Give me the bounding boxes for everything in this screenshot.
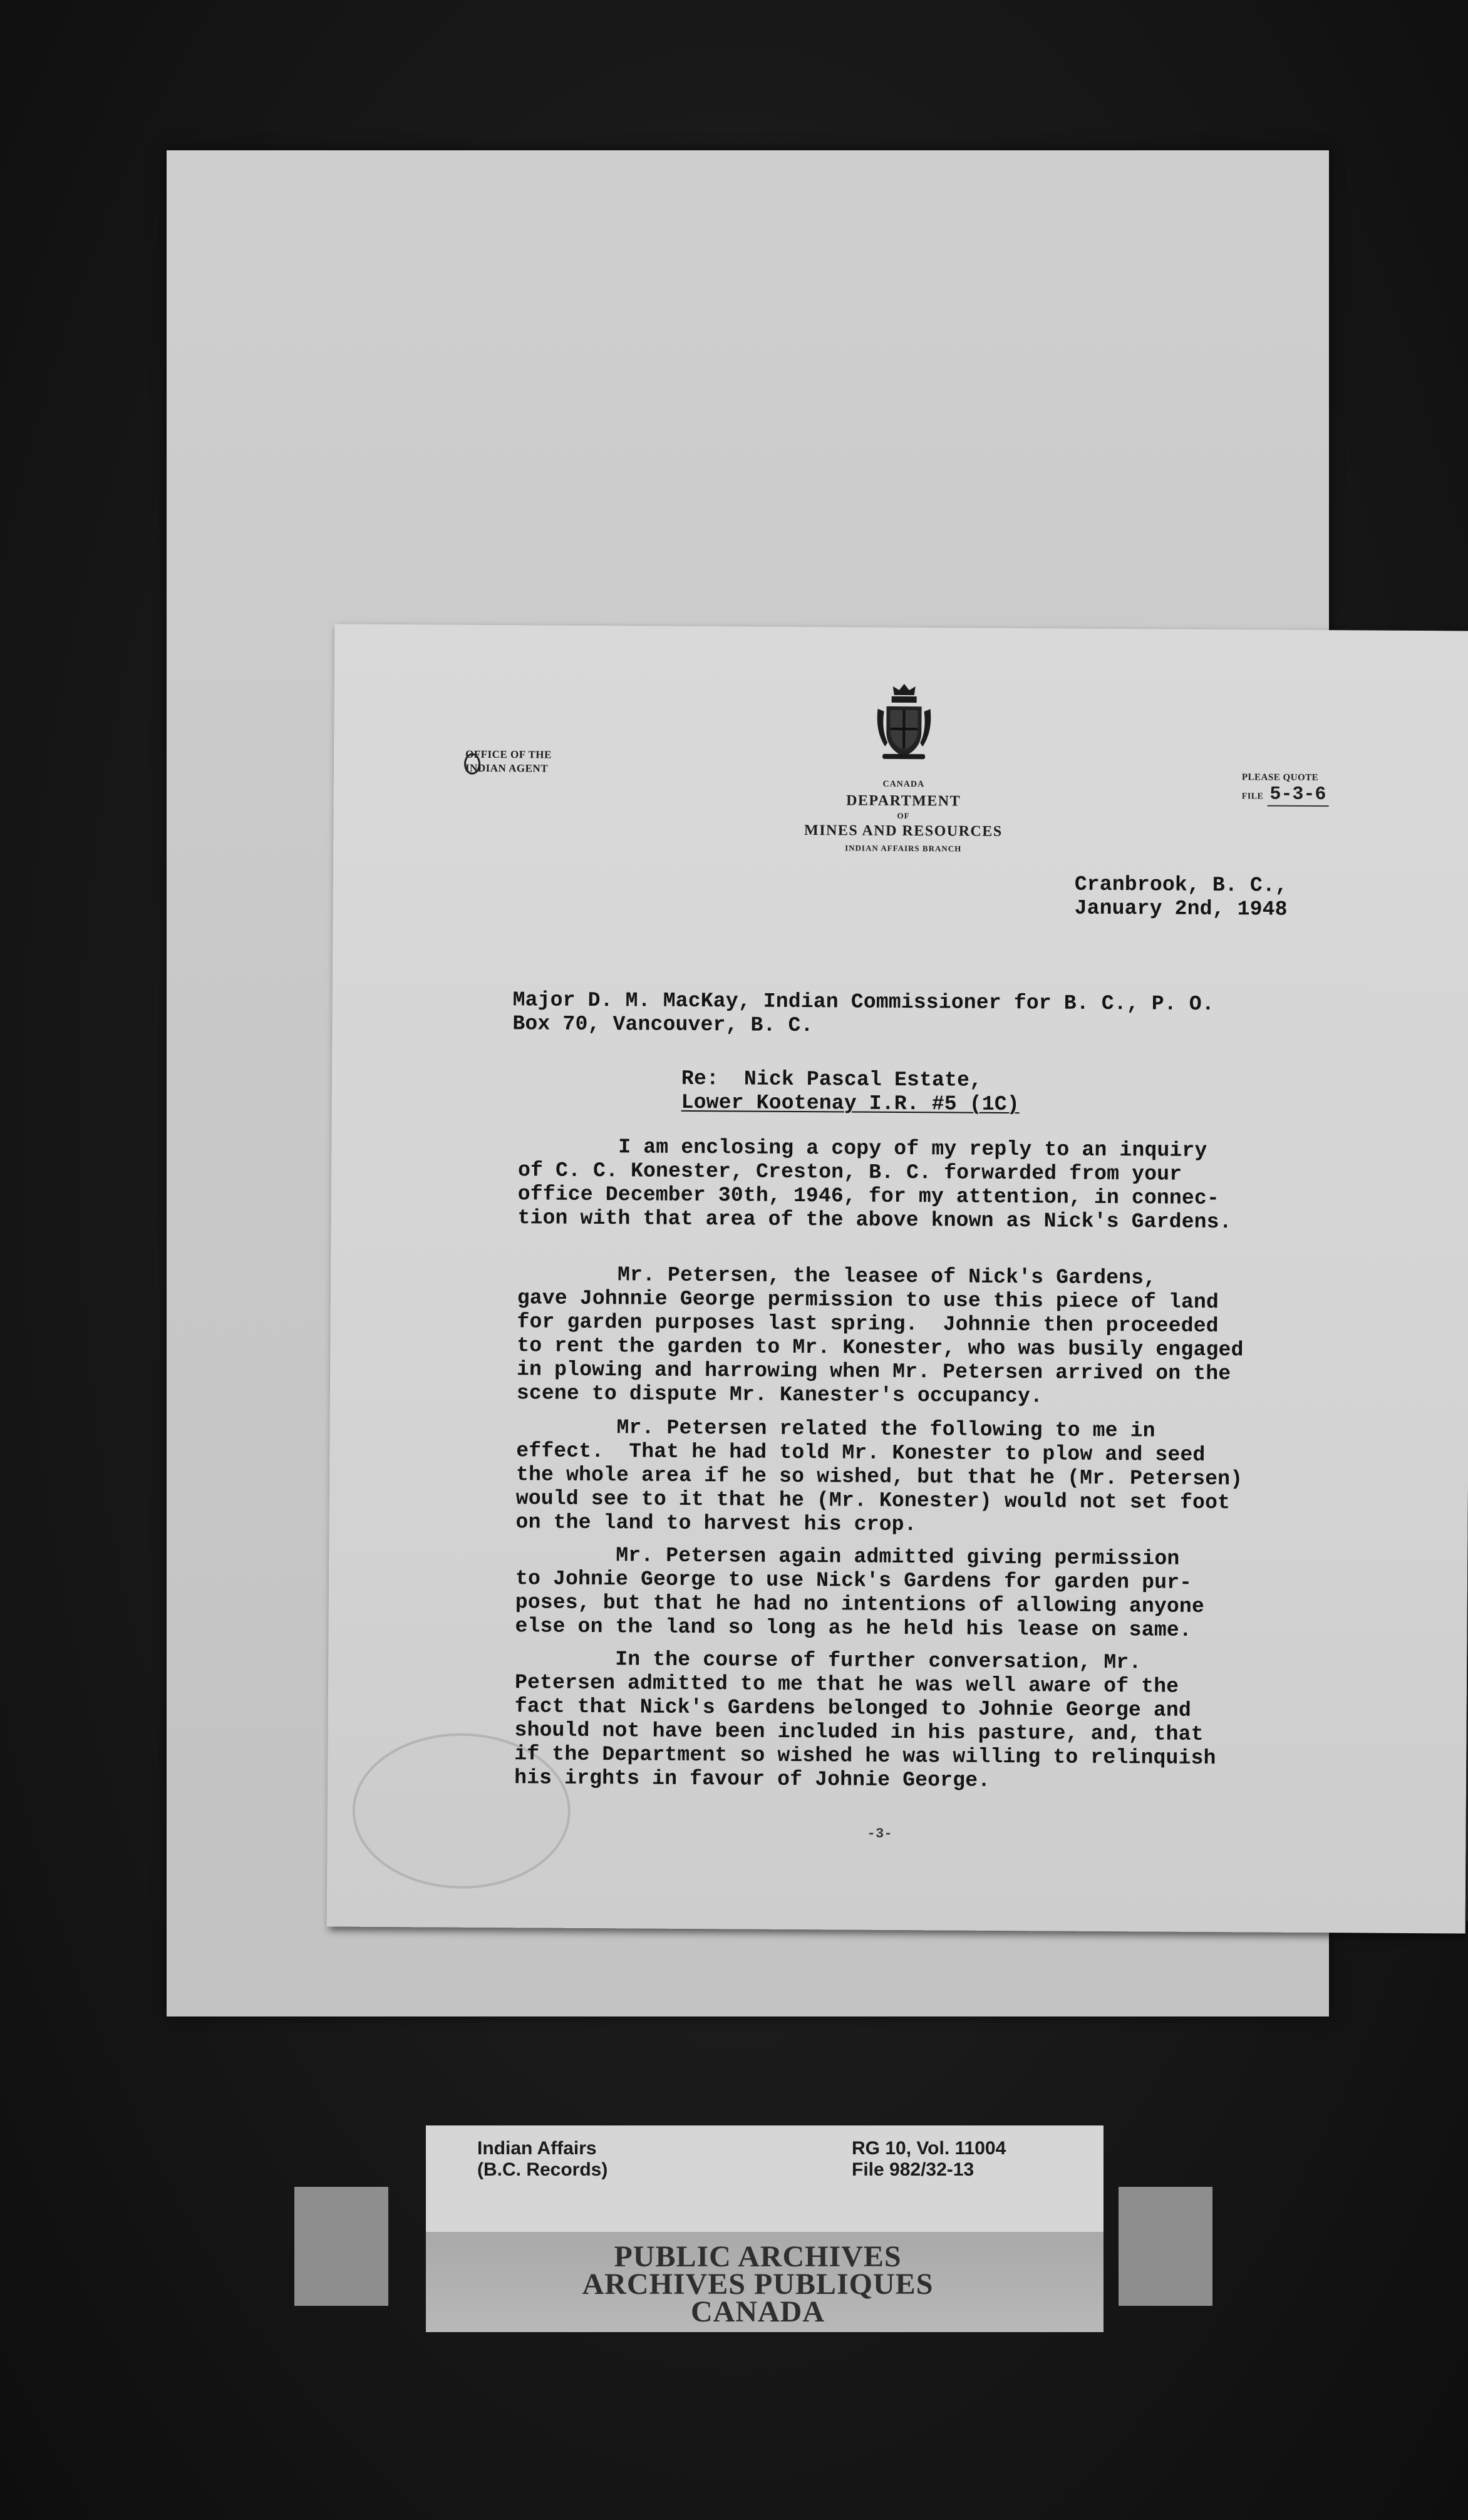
letterhead-department: DEPARTMENT [846,792,961,810]
backing-sheet [167,150,1329,2017]
letterhead-ministry: MINES AND RESOURCES [804,822,1003,840]
letterhead-branch: INDIAN AFFAIRS BRANCH [845,843,962,854]
paragraph: In the course of further conversation, Mr. Petersen admitted to me that he was well aware of the fact that Nick's Gardens belonged to Johnie George and should not have been included in his pasture, and, that if the Department so wished he was willing to relinquish his irghts in favour of Johnie George. [514,1647,1216,1792]
stamp-line-english: PUBLIC ARCHIVES [614,2240,902,2273]
file-number: 5-3-6 [1267,784,1328,807]
stamp-line-country: CANADA [691,2295,825,2328]
public-archives-stamp [539,2240,977,2328]
subject-reserve: Lower Kootenay I.R. #5 (1C) [681,1090,1020,1117]
letterhead [728,777,1079,857]
file-reference [1242,771,1329,807]
stamp-line-french: ARCHIVES PUBLIQUES [582,2268,934,2301]
please-quote-label: PLEASE QUOTE [1241,772,1319,783]
addressee: Major D. M. MacKay, Indian Commissioner for B. C., P. O. Box 70, Vancouver, B. C. [512,988,1214,1038]
letter-page [327,624,1468,1933]
coat-of-arms-icon [874,681,934,763]
place-and-date: Cranbrook, B. C., January 2nd, 1948 [1074,872,1288,921]
paragraph: Mr. Petersen related the following to me in effect. That he had told Mr. Konester to plow and seed the whole area if he so wished, but that he (Mr. Petersen) would see to it that he (Mr. Konester) would not set foot on the land to harvest his crop. [515,1415,1243,1537]
paragraph: Mr. Petersen again admitted giving permission to Johnie George to use Nick's Gardens for garden pur- poses, but that he had no intentions of allowing anyone else on the land so long as he held his lease on same. [515,1543,1205,1642]
archive-reference: RG 10, Vol. 11004 File 982/32-13 [852,2138,1006,2180]
file-label: FILE [1241,792,1264,802]
page-number: -3- [867,1825,892,1842]
office-label: OFFICE OF THE INDIAN AGENT [465,748,552,775]
paragraph: I am enclosing a copy of my reply to an inquiry of C. C. Konester, Creston, B. C. forwarded from your office December 30th, 1946, for my attention, in connec- tion with that area of the above known as Nick's Gardens. [517,1135,1232,1234]
letterhead-country: CANADA [882,779,925,790]
subject-line: Re: Nick Pascal Estate, [681,1066,983,1092]
archive-collection: Indian Affairs (B.C. Records) [477,2138,608,2180]
file-line [1242,783,1329,807]
archive-tab-right [1119,2187,1212,2306]
archive-tab-left [294,2187,388,2306]
letterhead-of: OF [897,810,910,821]
paragraph: Mr. Petersen, the leasee of Nick's Gardens, gave Johnnie George permission to use this piece of land for garden purposes last spring. Johnnie then proceeded to rent the garden to Mr. Konester, who was busily engaged in plowing and harrowing when Mr. Petersen arrived on the scene to dispute Mr. Kanester's occupancy. [516,1263,1244,1408]
